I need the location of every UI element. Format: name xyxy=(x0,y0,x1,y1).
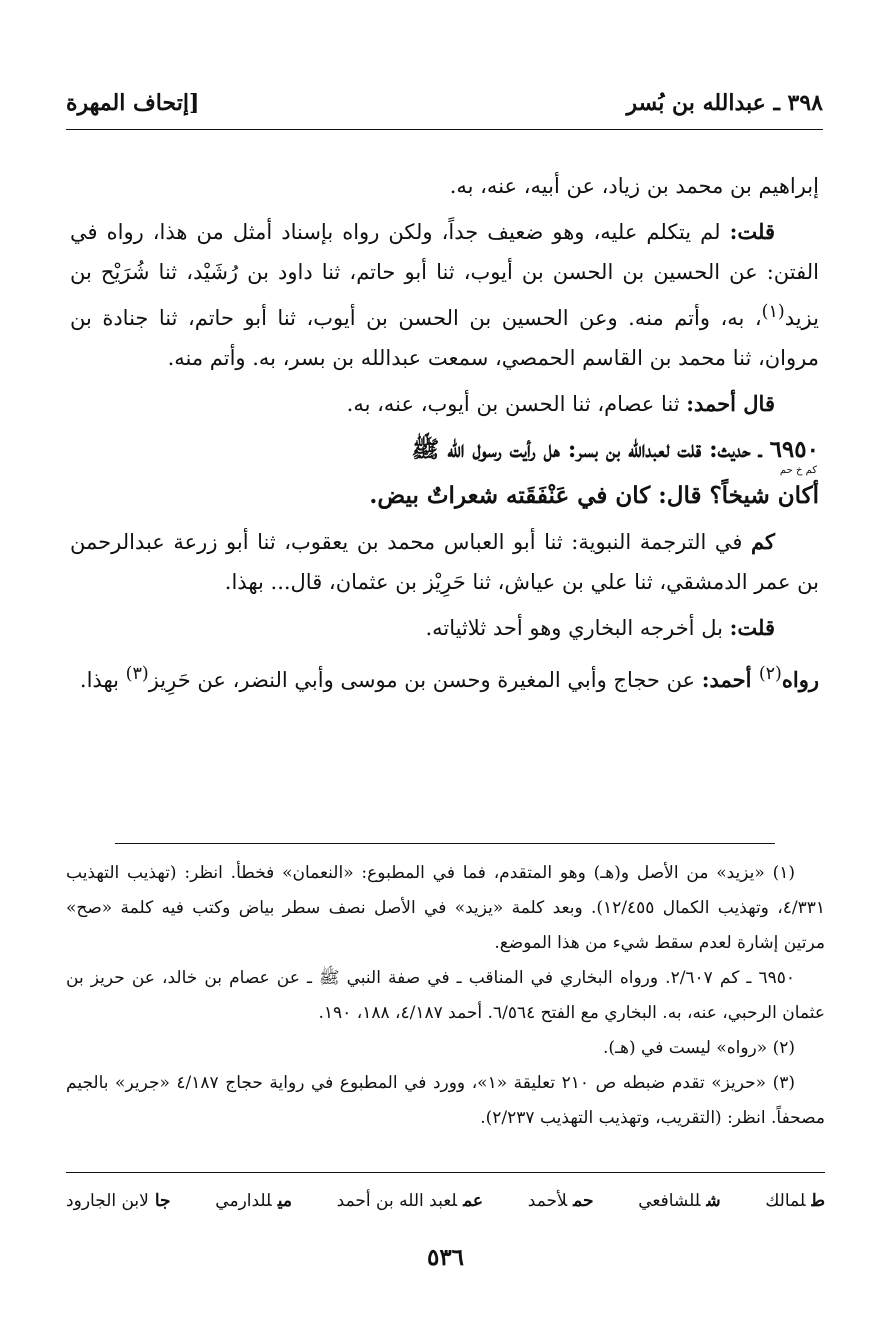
abbreviations-key xyxy=(66,1186,825,1216)
footnote-divider xyxy=(115,843,775,844)
paragraph-qultu-1: قلت: لم يتكلم عليه، وهو ضعيف جداً، ولكن رواه بإسناد أمثل من هذا، رواه في الفتن: عن الحسين بن الحسن بن أيوب، ثنا أبو حاتم، ثنا داود بن رُشَيْد، ثنا شُرَيْح بن يزيد$^{(١)}$، به، وأتم منه. وعن الحسين بن الحسن بن أيوب، ثنا أبو حاتم، ثنا جنادة بن مروان، ثنا محمد بن القاسم الحمصي، سمعت عبدالله بن بسر، به. وأتم منه. xyxy=(70,219,819,370)
header-chapter-title: ٣٩٨ ـ عبدالله بن بُسر xyxy=(626,90,823,116)
running-header xyxy=(66,86,823,120)
hadith-heading: ٦٩٥٠ ـ حديث: قلت لعبدالله بن بسر: هل رأيت رسول الله ﷺ xyxy=(411,436,819,463)
abbreviation-item: جالابن الجارود xyxy=(66,1191,171,1211)
paragraph-label: قال أحمد: xyxy=(686,391,775,416)
footnote-ref-3: (٣) xyxy=(125,664,149,684)
footnote-2: (٢) «رواه» ليست في (هـ). xyxy=(603,1038,795,1058)
hadith-entry-6950 xyxy=(70,430,819,516)
abbreviation-item: ميللدارمي xyxy=(215,1191,292,1211)
paragraph-label: قلت: xyxy=(729,615,775,640)
footnote-1: (١) «يزيد» من الأصل و(هـ) وهو المتقدم، فما في المطبوع: «النعمان» فخطأ. انظر: (تهذيب التهذيب ٤/٣٣١، وتهذيب الكمال ١٢/٤٥٥). وبعد كلمة «يزيد» في الأصل نصف سطر بياض وكتب فيه كلمة «صح» مرتين إشارة لعدم سقط شيء من هذا الموضع. xyxy=(66,863,825,953)
header-book-title: [إتحاف المهرة xyxy=(66,90,200,116)
footnote-ref-1: (١) xyxy=(761,302,785,322)
page-number: ٥٣٦ xyxy=(426,1244,465,1271)
paragraph-label: قلت: xyxy=(729,219,775,244)
abbreviation-item: طلمالك xyxy=(765,1191,825,1211)
abbreviations-divider xyxy=(66,1172,825,1173)
header-divider xyxy=(66,129,823,130)
abbreviation-item: شللشافعي xyxy=(638,1191,721,1211)
footnotes xyxy=(66,856,825,1136)
hadith-source-sigla: كم خ حم xyxy=(779,465,817,476)
main-text xyxy=(70,166,819,706)
paragraph-label: كم xyxy=(751,529,775,554)
paragraph-ahmad: قال أحمد: ثنا عصام، ثنا الحسن بن أيوب، عنه، به. xyxy=(346,391,775,416)
text-line-1: إبراهيم بن محمد بن زياد، عن أبيه، عنه، به. xyxy=(449,174,819,198)
paragraph-qultu-2: قلت: بل أخرجه البخاري وهو أحد ثلاثياته. xyxy=(425,615,775,640)
paragraph-kam: كم في الترجمة النبوية: ثنا أبو العباس محمد بن يعقوب، ثنا أبو زرعة عبدالرحمن بن عمر الدمشقي، ثنا علي بن عياش، ثنا حَرِيْز بن عثمان، قال... بهذا. xyxy=(70,529,819,594)
footnote-ref-2: (٢) xyxy=(758,664,782,684)
footnote-3: (٣) «حريز» تقدم ضبطه ص ٢١٠ تعليقة «١»، وورد في المطبوع في رواية حجاج ٤/١٨٧ «جرير» بالجيم مصحفاً. انظر: (التقريب، وتهذيب التهذيب ٢/٢٣٧). xyxy=(66,1073,825,1128)
abbreviation-item: حملأحمد xyxy=(527,1191,594,1211)
footnote-hadith-6950: ٦٩٥٠ ـ كم ٢/٦٠٧. ورواه البخاري في المناقب ـ في صفة النبي ﷺ ـ عن عصام بن خالد، عن حريز بن عثمان الرحبي، عنه، به. البخاري مع الفتح ٦/٥٦٤. أحمد ٤/١٨٧، ١٨٨، ١٩٠. xyxy=(66,968,825,1023)
abbreviation-item: عملعبد الله بن أحمد xyxy=(336,1191,484,1211)
hadith-matn: أكان شيخاً؟ قال: كان في عَنْفَقَته شعراتٌ بيض. xyxy=(369,482,819,509)
paragraph-rawahu: رواه$^{(٢)}$ أحمد: عن حجاج وأبي المغيرة وحسن بن موسى وأبي النضر، عن حَرِيز$^{(٣)}$ بهذا. xyxy=(79,664,819,692)
